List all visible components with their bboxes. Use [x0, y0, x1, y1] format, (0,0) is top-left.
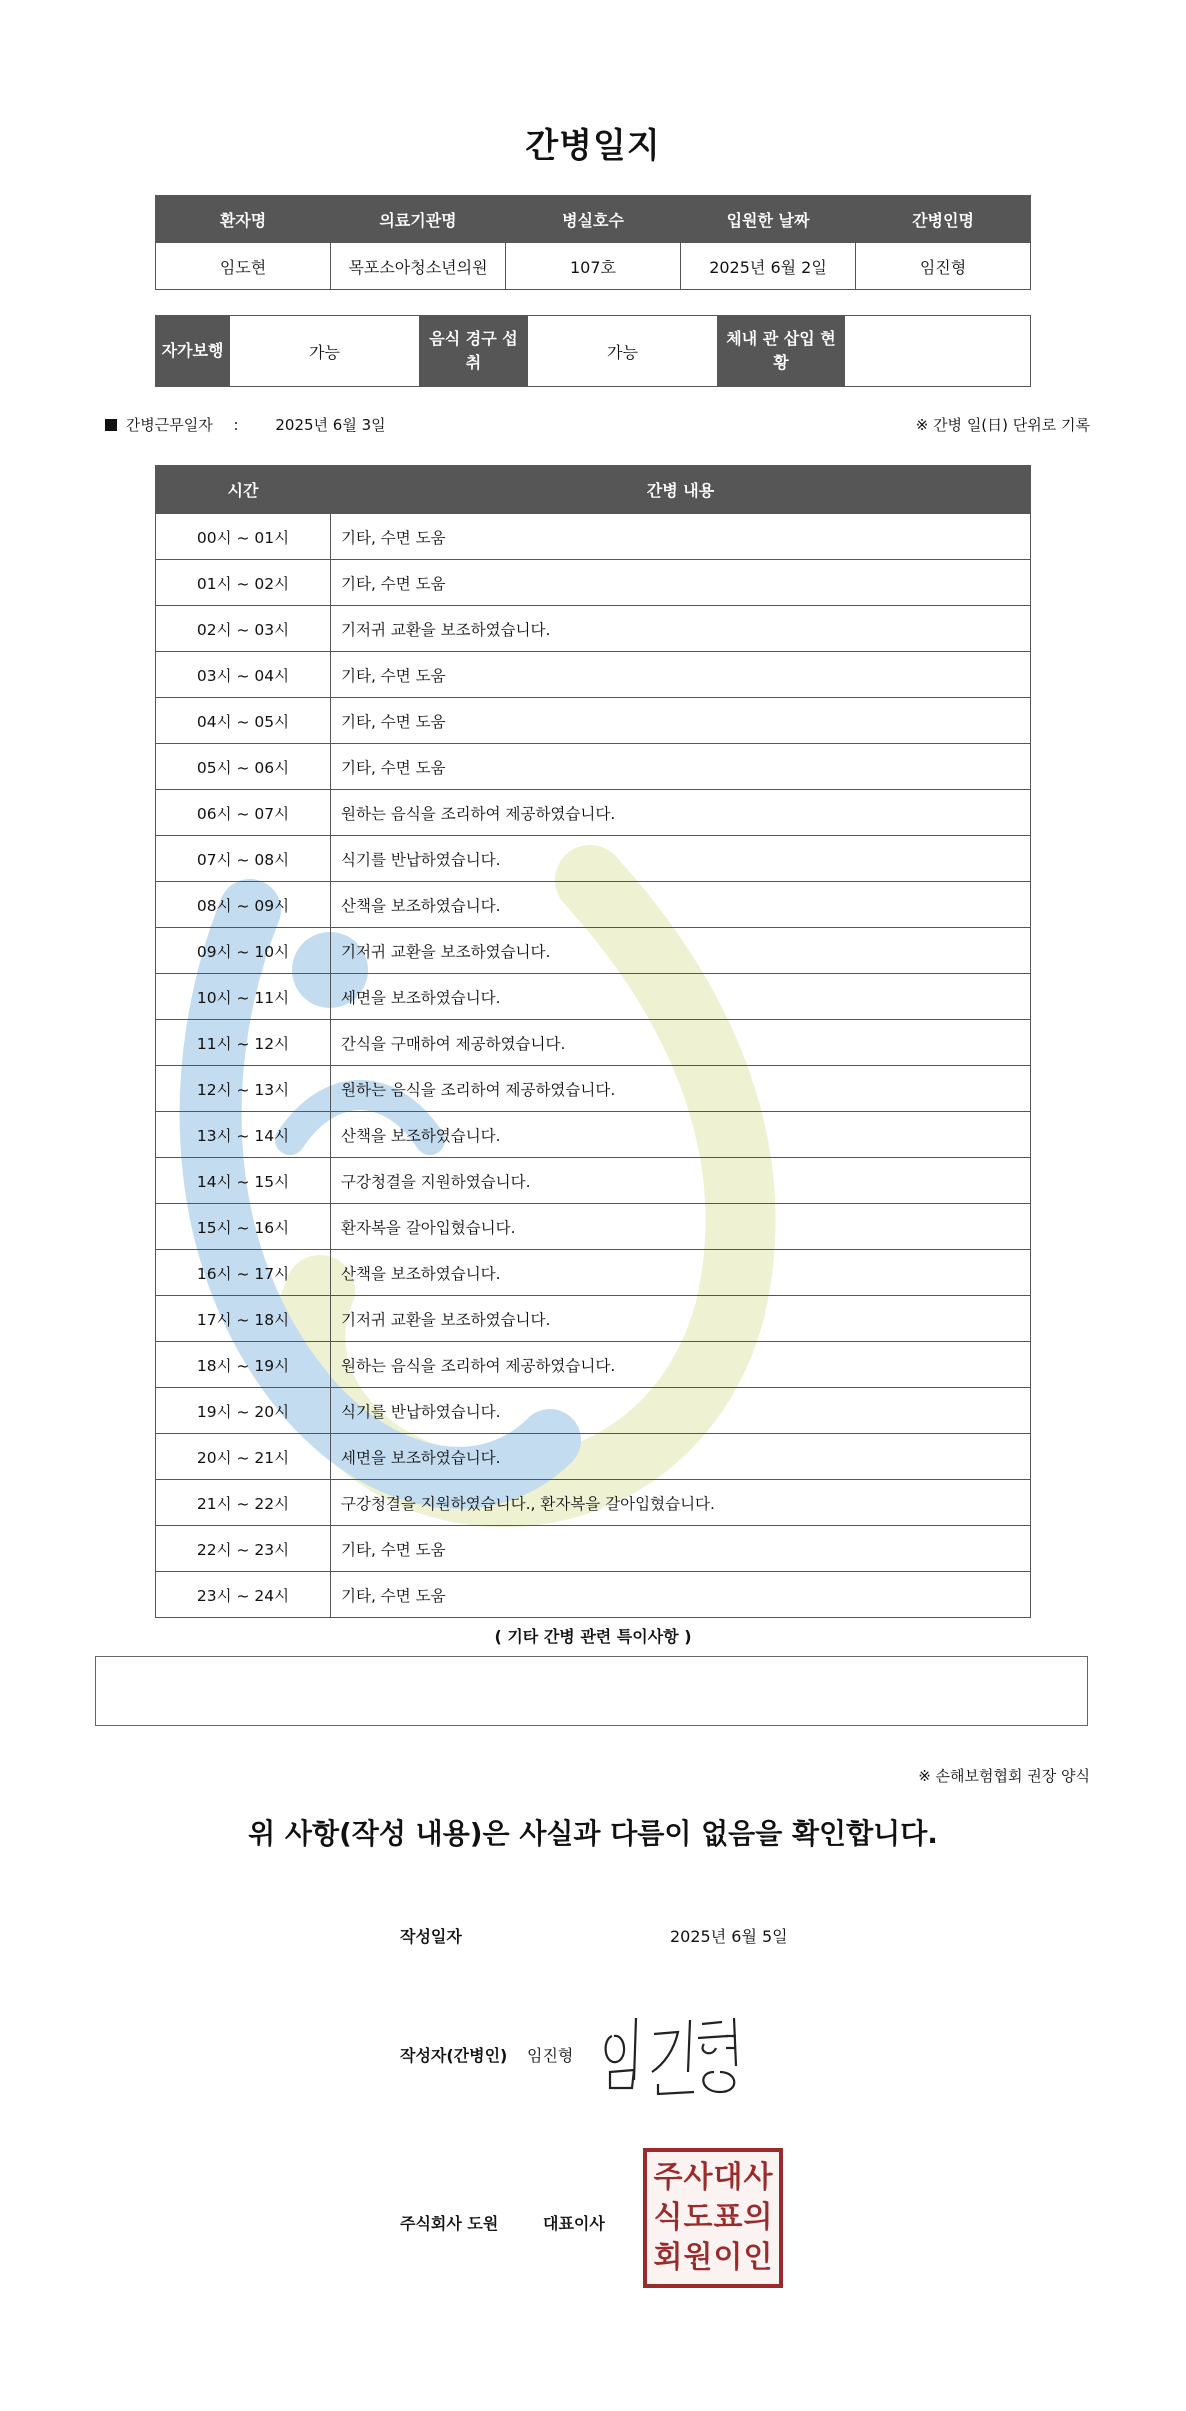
log-time-cell: 18시 ~ 19시 [156, 1342, 331, 1388]
seal-glyph: 식 [653, 2200, 683, 2235]
seal-glyph: 주 [653, 2160, 683, 2195]
table-row [156, 698, 1031, 744]
log-content-cell: 기타, 수면 도움 [331, 1526, 1031, 1572]
self-walk-value: 가능 [230, 316, 420, 387]
table-row [156, 1250, 1031, 1296]
log-time-cell: 06시 ~ 07시 [156, 790, 331, 836]
log-content-cell: 기타, 수면 도움 [331, 652, 1031, 698]
log-time-cell: 17시 ~ 18시 [156, 1296, 331, 1342]
log-time-cell: 08시 ~ 09시 [156, 882, 331, 928]
table-row [156, 1296, 1031, 1342]
log-content-cell: 간식을 구매하여 제공하였습니다. [331, 1020, 1031, 1066]
log-content-cell: 기타, 수면 도움 [331, 514, 1031, 560]
confirmation-statement: 위 사항(작성 내용)은 사실과 다름이 없음을 확인합니다. [248, 1817, 938, 1850]
seal-glyph: 원 [683, 2240, 713, 2275]
written-date-value: 2025년 6월 5일 [670, 1927, 788, 1946]
log-time-cell: 02시 ~ 03시 [156, 606, 331, 652]
log-content-cell: 기저귀 교환을 보조하였습니다. [331, 1296, 1031, 1342]
log-time-cell: 19시 ~ 20시 [156, 1388, 331, 1434]
header-care-content: 간병 내용 [331, 466, 1031, 514]
log-time-cell: 16시 ~ 17시 [156, 1250, 331, 1296]
log-time-cell: 07시 ~ 08시 [156, 836, 331, 882]
admission-date: 2025년 6월 2일 [681, 243, 856, 290]
header-room-number: 병실호수 [506, 196, 681, 243]
special-notes-box [95, 1656, 1088, 1726]
log-time-cell: 00시 ~ 01시 [156, 514, 331, 560]
log-content-cell: 원하는 음식을 조리하여 제공하였습니다. [331, 1342, 1031, 1388]
header-patient-name: 환자명 [156, 196, 331, 243]
seal-glyph: 사 [743, 2160, 773, 2195]
hourly-care-log-table [155, 465, 1031, 1618]
document-title: 간병일지 [525, 126, 661, 166]
log-content-cell: 원하는 음식을 조리하여 제공하였습니다. [331, 1066, 1031, 1112]
log-content-cell: 구강청결을 지원하였습니다. [331, 1158, 1031, 1204]
patient-status-table [155, 315, 1031, 387]
table-row [156, 1342, 1031, 1388]
table-row [156, 560, 1031, 606]
writer-name: 임진형 [527, 2046, 574, 2065]
tube-insertion-value [845, 316, 1031, 387]
log-time-cell: 09시 ~ 10시 [156, 928, 331, 974]
log-time-cell: 11시 ~ 12시 [156, 1020, 331, 1066]
table-row [156, 1388, 1031, 1434]
log-content-cell: 세면을 보조하였습니다. [331, 1434, 1031, 1480]
table-row [156, 1434, 1031, 1480]
table-row [156, 514, 1031, 560]
table-row [156, 606, 1031, 652]
work-date-colon: : [233, 416, 239, 434]
table-row [156, 1020, 1031, 1066]
log-time-cell: 14시 ~ 15시 [156, 1158, 331, 1204]
log-time-cell: 22시 ~ 23시 [156, 1526, 331, 1572]
log-content-cell: 환자복을 갈아입혔습니다. [331, 1204, 1031, 1250]
seal-glyph: 표 [713, 2200, 743, 2235]
work-date-line [105, 414, 386, 435]
header-time: 시간 [156, 466, 331, 514]
log-time-cell: 23시 ~ 24시 [156, 1572, 331, 1618]
tube-insertion-label: 체내 관 삽입 현황 [718, 316, 845, 387]
log-time-cell: 04시 ~ 05시 [156, 698, 331, 744]
log-content-cell: 기타, 수면 도움 [331, 1572, 1031, 1618]
log-time-cell: 15시 ~ 16시 [156, 1204, 331, 1250]
handwritten-signature [598, 2006, 763, 2096]
header-caregiver-name: 간병인명 [856, 196, 1031, 243]
log-content-cell: 기타, 수면 도움 [331, 698, 1031, 744]
log-content-cell: 식기를 반납하였습니다. [331, 836, 1031, 882]
company-seal-stamp [643, 2148, 783, 2288]
table-row [156, 882, 1031, 928]
oral-intake-value: 가능 [528, 316, 718, 387]
square-bullet-icon [105, 419, 117, 431]
oral-intake-label: 음식 경구 섭취 [420, 316, 528, 387]
seal-glyph: 의 [743, 2200, 773, 2235]
recommended-form-note: ※ 손해보험협회 권장 양식 [918, 1767, 1090, 1785]
table-row [156, 1112, 1031, 1158]
self-walk-label: 자가보행 [156, 316, 230, 387]
log-content-cell: 기저귀 교환을 보조하였습니다. [331, 928, 1031, 974]
table-row [156, 1158, 1031, 1204]
header-admission-date: 입원한 날짜 [681, 196, 856, 243]
special-notes-title: ( 기타 간병 관련 특이사항 ) [494, 1627, 692, 1646]
table-row [156, 1480, 1031, 1526]
day-unit-note: ※ 간병 일(日) 단위로 기록 [915, 416, 1090, 434]
seal-glyph: 사 [683, 2160, 713, 2195]
table-row [156, 1526, 1031, 1572]
log-content-cell: 세면을 보조하였습니다. [331, 974, 1031, 1020]
log-content-cell: 기타, 수면 도움 [331, 560, 1031, 606]
hospital-name: 목포소아청소년의원 [331, 243, 506, 290]
log-time-cell: 21시 ~ 22시 [156, 1480, 331, 1526]
log-content-cell: 기타, 수면 도움 [331, 744, 1031, 790]
log-content-cell: 구강청결을 지원하였습니다., 환자복을 갈아입혔습니다. [331, 1480, 1031, 1526]
seal-glyph: 회 [653, 2240, 683, 2275]
table-row [156, 836, 1031, 882]
patient-info-table [155, 195, 1031, 290]
log-time-cell: 20시 ~ 21시 [156, 1434, 331, 1480]
log-time-cell: 10시 ~ 11시 [156, 974, 331, 1020]
log-content-cell: 원하는 음식을 조리하여 제공하였습니다. [331, 790, 1031, 836]
log-time-cell: 01시 ~ 02시 [156, 560, 331, 606]
seal-glyph: 대 [713, 2160, 743, 2195]
table-row [156, 790, 1031, 836]
table-row [156, 1572, 1031, 1618]
ceo-label: 대표이사 [543, 2214, 605, 2233]
work-date-value: 2025년 6월 3일 [275, 416, 386, 434]
seal-glyph: 이 [713, 2240, 743, 2275]
seal-glyph: 인 [743, 2240, 773, 2275]
table-row [156, 1066, 1031, 1112]
log-time-cell: 12시 ~ 13시 [156, 1066, 331, 1112]
table-row [156, 1204, 1031, 1250]
table-row [156, 652, 1031, 698]
caregiver-name: 임진형 [856, 243, 1031, 290]
log-time-cell: 05시 ~ 06시 [156, 744, 331, 790]
table-row [156, 744, 1031, 790]
log-content-cell: 산책을 보조하였습니다. [331, 1250, 1031, 1296]
log-content-cell: 기저귀 교환을 보조하였습니다. [331, 606, 1031, 652]
log-content-cell: 산책을 보조하였습니다. [331, 882, 1031, 928]
log-content-cell: 식기를 반납하였습니다. [331, 1388, 1031, 1434]
written-date-label: 작성일자 [400, 1927, 462, 1946]
seal-glyph: 도 [683, 2200, 713, 2235]
log-time-cell: 03시 ~ 04시 [156, 652, 331, 698]
writer-label: 작성자(간병인) [400, 2046, 508, 2065]
table-row [156, 974, 1031, 1020]
table-row [156, 928, 1031, 974]
room-number: 107호 [506, 243, 681, 290]
header-hospital-name: 의료기관명 [331, 196, 506, 243]
log-content-cell: 산책을 보조하였습니다. [331, 1112, 1031, 1158]
company-name: 주식회사 도원 [400, 2214, 499, 2233]
work-date-label: 간병근무일자 [125, 416, 213, 434]
patient-name: 임도현 [156, 243, 331, 290]
log-time-cell: 13시 ~ 14시 [156, 1112, 331, 1158]
